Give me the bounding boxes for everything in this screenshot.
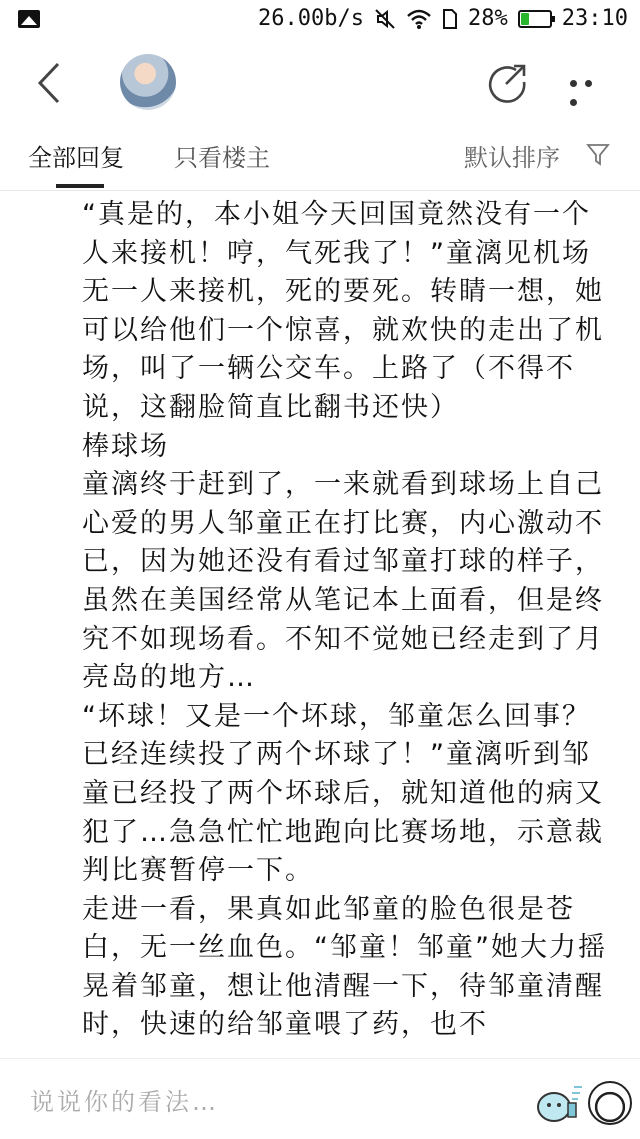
sticker-face-icon[interactable] <box>588 1081 632 1125</box>
image-icon <box>18 10 40 28</box>
clock: 23:10 <box>561 6 628 31</box>
dot <box>570 80 577 87</box>
comment-input[interactable]: 说说你的看法… <box>30 1087 219 1116</box>
more-options-icon[interactable] <box>566 72 610 92</box>
back-arrow-icon[interactable] <box>30 60 70 106</box>
post-paragraph: 童漓终于赶到了，一来就看到球场上自己心爱的男人邹童正在打比赛，内心激动不已，因为她还没有看过邹童打球的样子，虽然在美国经常从笔记本上面看，但是终究不如现场看。不知不觉她已经走到了月亮岛的地方… <box>82 469 604 694</box>
author-avatar[interactable] <box>120 54 176 110</box>
post-paragraph: 棒球场 <box>82 430 169 462</box>
dot <box>585 80 592 87</box>
battery-percent: 28% <box>468 6 508 31</box>
dot <box>570 99 577 106</box>
post-paragraph: “坏球！又是一个坏球，邹童怎么回事？已经连续投了两个坏球了！”童漓听到邹童已经投了两个坏球后，就知道他的病又犯了…急急忙忙地跑向比赛场地，示意裁判比赛暂停一下。 <box>82 700 604 887</box>
status-bar <box>0 0 640 44</box>
battery-icon <box>518 10 552 28</box>
reply-tabs <box>0 122 640 191</box>
active-tab-indicator <box>56 184 104 188</box>
share-icon[interactable] <box>486 62 528 104</box>
wifi-icon <box>406 8 432 30</box>
tab-op-only[interactable]: 只看楼主 <box>174 144 270 172</box>
network-speed: 26.00b/s <box>258 6 365 31</box>
sim-icon <box>442 8 458 30</box>
post-paragraph: “真是的，本小姐今天回国竟然没有一个人来接机！哼，气死我了！”童漓见机场无一人来接机，死的要死。转睛一想，她可以给他们一个惊喜，就欢快的走出了机场，叫了一辆公交车。上路了（不得不说，这翻脸简直比翻书还快） <box>82 199 604 423</box>
tab-all-replies[interactable]: 全部回复 <box>28 144 124 172</box>
top-nav <box>0 44 640 122</box>
sort-order-button[interactable]: 默认排序 <box>464 144 560 172</box>
emoji-sticker-icon[interactable] <box>532 1073 584 1125</box>
status-right <box>258 6 628 31</box>
post-paragraph: 走进一看，果真如此邹童的脸色很是苍白，无一丝血色。“邹童！邹童”她大力摇晃着邹童，想让他清醒一下，待邹童清醒时，快速的给邹童喂了药，也不 <box>82 893 607 1041</box>
comment-bar <box>0 1058 640 1139</box>
battery-fill <box>521 13 529 25</box>
mute-icon <box>374 8 396 30</box>
filter-icon[interactable] <box>586 142 610 166</box>
post-content <box>82 196 616 1056</box>
